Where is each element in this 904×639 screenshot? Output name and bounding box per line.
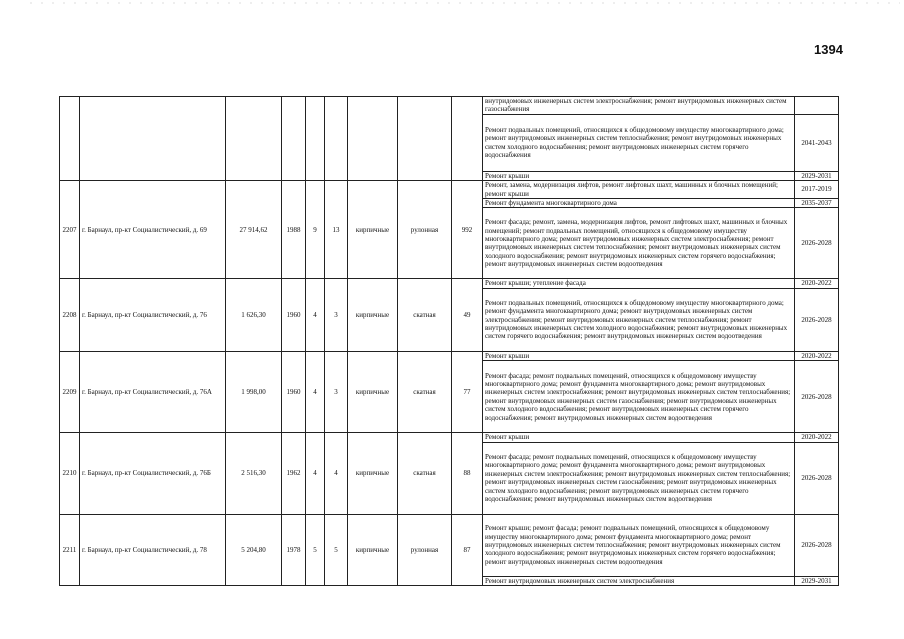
- table-row: [60, 181, 839, 199]
- table-row: [60, 514, 839, 576]
- year-built-cell: 1960: [282, 351, 306, 432]
- address-cell: г. Барнаул, пр-кт Социалистический, д. 76Б: [80, 433, 226, 514]
- work-description-cell: Ремонт фасада; ремонт подвальных помещений, относящихся к общедомовому имуществу многоквартирного дома; ремонт фундамента многоквартирного дома; ремонт внутридомовых инженерных систем электроснабжения; ремонт внутридомовых инженерных систем теплоснабжения; ремонт внутридомовых инженерных систем газоснабжения; ремонт внутридомовых инженерных систем холодного водоснабжения; ремонт внутридомовых инженерных систем горячего водоснабжения; ремонт внутридомовых инженерных систем водоотведения: [483, 442, 795, 514]
- wall-material-cell: кирпичные: [348, 514, 398, 585]
- address-cell: г. Барнаул, пр-кт Социалистический, д. 76А: [80, 351, 226, 432]
- work-description-cell: Ремонт фундамента многоквартирного дома: [483, 199, 795, 208]
- year-built-cell: 1988: [282, 181, 306, 279]
- scan-artifacts: [0, 0, 904, 10]
- apartments-cell: 49: [452, 279, 483, 351]
- address-cell: г. Барнаул, пр-кт Социалистический, д. 78: [80, 514, 226, 585]
- building-number-cell: 2209: [60, 351, 80, 432]
- work-period-cell: 2029-2031: [795, 576, 839, 585]
- work-period-cell: 2020-2022: [795, 279, 839, 288]
- wall-material-cell: кирпичные: [348, 181, 398, 279]
- wall-material-cell: кирпичные: [348, 351, 398, 432]
- entrances-cell: 4: [325, 433, 348, 514]
- roof-type-cell: скатная: [398, 433, 452, 514]
- building-number-cell: 2210: [60, 433, 80, 514]
- area-cell: 1 626,30: [226, 279, 282, 351]
- wall-material-cell: кирпичные: [348, 279, 398, 351]
- apartments-cell: 77: [452, 351, 483, 432]
- area-cell: 2 516,30: [226, 433, 282, 514]
- apartments-cell: 87: [452, 514, 483, 585]
- work-period-cell: 2026-2028: [795, 361, 839, 433]
- apartments-cell: [452, 97, 483, 181]
- work-period-cell: [795, 97, 839, 115]
- address-cell: г. Барнаул, пр-кт Социалистический, д. 76: [80, 279, 226, 351]
- roof-type-cell: рулонная: [398, 181, 452, 279]
- area-cell: 27 914,62: [226, 181, 282, 279]
- work-period-cell: 2035-2037: [795, 199, 839, 208]
- floors-cell: 4: [306, 433, 325, 514]
- building-number-cell: [60, 97, 80, 181]
- work-description-cell: Ремонт крыши; утепление фасада: [483, 279, 795, 288]
- roof-type-cell: скатная: [398, 351, 452, 432]
- address-cell: [80, 97, 226, 181]
- work-description-cell: Ремонт крыши: [483, 433, 795, 442]
- floors-cell: 4: [306, 279, 325, 351]
- work-description-cell: Ремонт подвальных помещений, относящихся к общедомовому имуществу многоквартирного дома; ремонт внутридомовых инженерных систем теплоснабжения; ремонт внутридомовых инженерных систем холодного водоснабжения; ремонт внутридомовых инженерных систем горячего водоснабжения: [483, 114, 795, 171]
- table-row: [60, 351, 839, 360]
- work-period-cell: 2029-2031: [795, 171, 839, 180]
- work-period-cell: 2026-2028: [795, 514, 839, 576]
- work-description-cell: Ремонт крыши: [483, 351, 795, 360]
- entrances-cell: 13: [325, 181, 348, 279]
- work-description-cell: Ремонт крыши: [483, 171, 795, 180]
- work-description-cell: Ремонт внутридомовых инженерных систем электроснабжения: [483, 576, 795, 585]
- wall-material-cell: [348, 97, 398, 181]
- year-built-cell: 1960: [282, 279, 306, 351]
- work-description-cell: Ремонт крыши; ремонт фасада; ремонт подвальных помещений, относящихся к общедомовому имуществу многоквартирного дома; ремонт фундамента многоквартирного дома; ремонт внутридомовых инженерных систем теплоснабжения; ремонт внутридомовых инженерных систем холодного водоснабжения; ремонт внутридомовых инженерных систем горячего водоснабжения; ремонт внутридомовых инженерных систем водоотведения: [483, 514, 795, 576]
- work-period-cell: 2017-2019: [795, 181, 839, 199]
- area-cell: [226, 97, 282, 181]
- work-description-cell: Ремонт, замена, модернизация лифтов, ремонт лифтовых шахт, машинных и блочных помещений; ремонт крыши: [483, 181, 795, 199]
- work-description-cell: Ремонт подвальных помещений, относящихся к общедомовому имуществу многоквартирного дома; ремонт фундамента многоквартирного дома; ремонт внутридомовых инженерных систем электроснабжения; ремонт внутридомовых инженерных систем теплоснабжения; ремонт внутридомовых инженерных систем холодного водоснабжения; ремонт внутридомовых инженерных систем горячего водоснабжения; ремонт внутридомовых инженерных систем водоотведения: [483, 288, 795, 351]
- floors-cell: 5: [306, 514, 325, 585]
- work-description-cell: Ремонт фасада; ремонт, замена, модернизация лифтов, ремонт лифтовых шахт, машинных и блочных помещений; ремонт подвальных помещений, относящихся к общедомовому имуществу многоквартирного дома; ремонт внутридомовых инженерных систем электроснабжения; ремонт внутридомовых инженерных систем теплоснабжения; ремонт внутридомовых инженерных систем холодного водоснабжения; ремонт внутридомовых инженерных систем горячего водоснабжения; ремонт внутридомовых инженерных систем водоотведения: [483, 208, 795, 279]
- roof-type-cell: рулонная: [398, 514, 452, 585]
- table-row: [60, 279, 839, 288]
- roof-type-cell: скатная: [398, 279, 452, 351]
- work-description-cell: Ремонт фасада; ремонт подвальных помещений, относящихся к общедомовому имуществу многоквартирного дома; ремонт фундамента многоквартирного дома; ремонт внутридомовых инженерных систем электроснабжения; ремонт внутридомовых инженерных систем теплоснабжения; ремонт внутридомовых инженерных систем газоснабжения; ремонт внутридомовых инженерных систем холодного водоснабжения; ремонт внутридомовых инженерных систем горячего водоснабжения; ремонт внутридомовых инженерных систем водоотведения: [483, 361, 795, 433]
- entrances-cell: 3: [325, 351, 348, 432]
- page-number: 1394: [814, 42, 843, 57]
- work-period-cell: 2026-2028: [795, 208, 839, 279]
- area-cell: 5 204,80: [226, 514, 282, 585]
- roof-type-cell: [398, 97, 452, 181]
- building-number-cell: 2211: [60, 514, 80, 585]
- work-period-cell: 2026-2028: [795, 442, 839, 514]
- table-row: [60, 97, 839, 115]
- entrances-cell: 3: [325, 279, 348, 351]
- repair-schedule-table: [59, 96, 839, 586]
- building-number-cell: 2207: [60, 181, 80, 279]
- year-built-cell: 1962: [282, 433, 306, 514]
- entrances-cell: [325, 97, 348, 181]
- work-period-cell: 2020-2022: [795, 433, 839, 442]
- floors-cell: [306, 97, 325, 181]
- apartments-cell: 88: [452, 433, 483, 514]
- area-cell: 1 998,00: [226, 351, 282, 432]
- work-period-cell: 2020-2022: [795, 351, 839, 360]
- building-number-cell: 2208: [60, 279, 80, 351]
- entrances-cell: 5: [325, 514, 348, 585]
- work-description-cell: внутридомовых инженерных систем электроснабжения; ремонт внутридомовых инженерных систем газоснабжения: [483, 97, 795, 115]
- year-built-cell: [282, 97, 306, 181]
- table-row: [60, 433, 839, 442]
- work-period-cell: 2041-2043: [795, 114, 839, 171]
- year-built-cell: 1978: [282, 514, 306, 585]
- work-period-cell: 2026-2028: [795, 288, 839, 351]
- apartments-cell: 992: [452, 181, 483, 279]
- wall-material-cell: кирпичные: [348, 433, 398, 514]
- address-cell: г. Барнаул, пр-кт Социалистический, д. 69: [80, 181, 226, 279]
- floors-cell: 9: [306, 181, 325, 279]
- floors-cell: 4: [306, 351, 325, 432]
